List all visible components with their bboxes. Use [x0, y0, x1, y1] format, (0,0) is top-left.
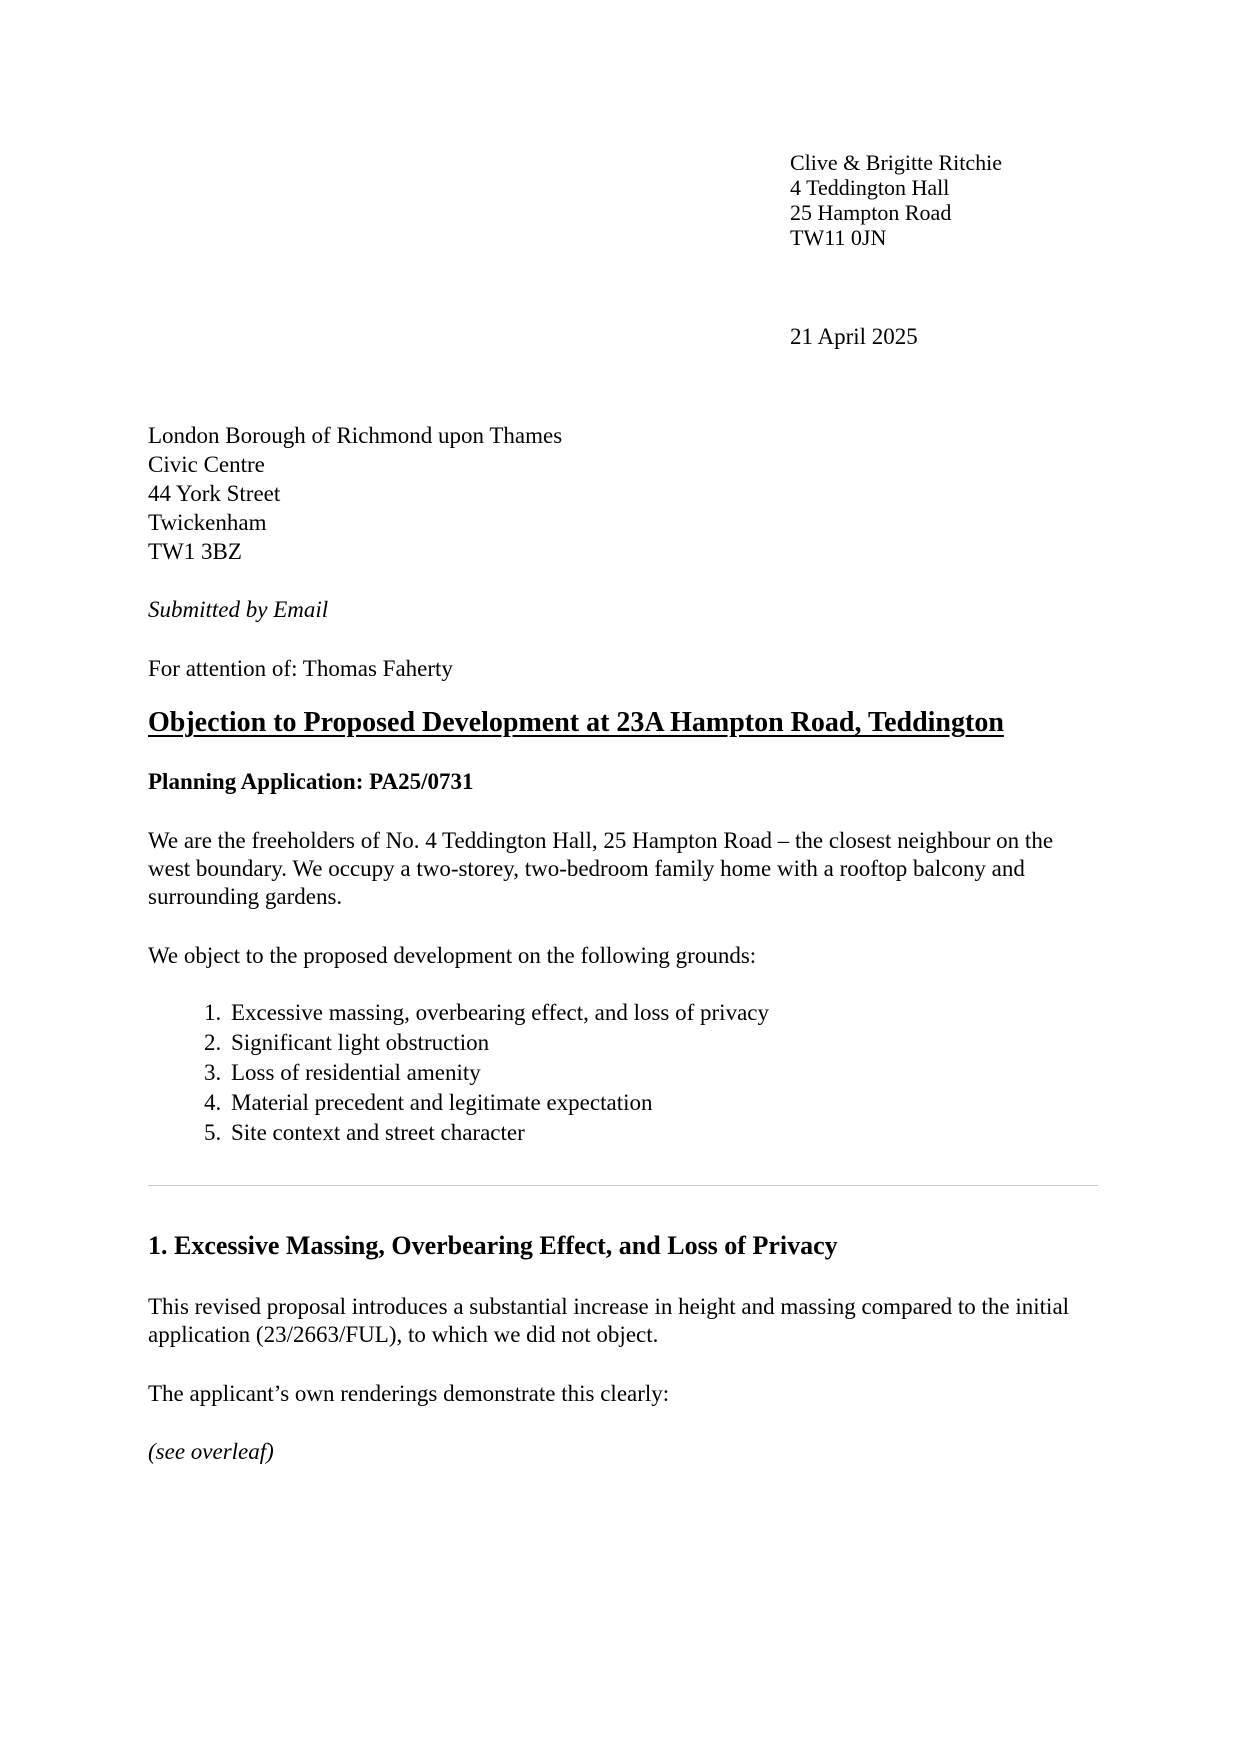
ground-item-1: 1. Excessive massing, overbearing effect, and loss of privacy: [227, 999, 1098, 1027]
recipient-name: London Borough of Richmond upon Thames: [148, 423, 563, 448]
letter-date: 21 April 2025: [790, 324, 918, 349]
recipient-address-block: [148, 421, 1098, 566]
planning-application-reference: Planning Application: PA25/0731: [148, 769, 474, 794]
section-1-paragraph-1: This revised proposal introduces a substantial increase in height and massing compared to the initial application (23/2663/FUL), to which we did not object.: [148, 1294, 1070, 1347]
recipient-address-line-1: Civic Centre: [148, 452, 265, 477]
sender-postcode: TW11 0JN: [790, 225, 887, 250]
letter-title: Objection to Proposed Development at 23A Hampton Road, Teddington: [148, 707, 1004, 738]
see-overleaf-note: (see overleaf): [148, 1439, 274, 1464]
objection-grounds-list: [148, 999, 1098, 1147]
ground-item-3: 3. Loss of residential amenity: [227, 1059, 1098, 1087]
section-divider: [148, 1185, 1098, 1186]
grounds-intro-paragraph: We object to the proposed development on the following grounds:: [148, 943, 757, 968]
ground-item-4: 4. Material precedent and legitimate expectation: [227, 1089, 1098, 1117]
recipient-postcode: TW1 3BZ: [148, 539, 242, 564]
ground-item-5: 5. Site context and street character: [227, 1119, 1098, 1147]
intro-paragraph: We are the freeholders of No. 4 Teddington Hall, 25 Hampton Road – the closest neighbour on the west boundary. We occupy a two-storey, two-bedroom family home with a rooftop balcony and surrounding gardens.: [148, 828, 1054, 909]
section-1-paragraph-2: The applicant’s own renderings demonstrate this clearly:: [148, 1381, 670, 1406]
recipient-address-line-3: Twickenham: [148, 510, 267, 535]
recipient-address-line-2: 44 York Street: [148, 481, 281, 506]
attention-line: For attention of: Thomas Faherty: [148, 656, 453, 681]
sender-address-line-2: 25 Hampton Road: [790, 200, 952, 225]
sender-address-line-1: 4 Teddington Hall: [790, 175, 950, 200]
ground-item-2: 2. Significant light obstruction: [227, 1029, 1098, 1057]
sender-address-block: [790, 150, 1098, 250]
sender-name: Clive & Brigitte Ritchie: [790, 150, 1003, 175]
submission-method: Submitted by Email: [148, 597, 329, 622]
section-1-heading: 1. Excessive Massing, Overbearing Effect, and Loss of Privacy: [148, 1231, 838, 1260]
